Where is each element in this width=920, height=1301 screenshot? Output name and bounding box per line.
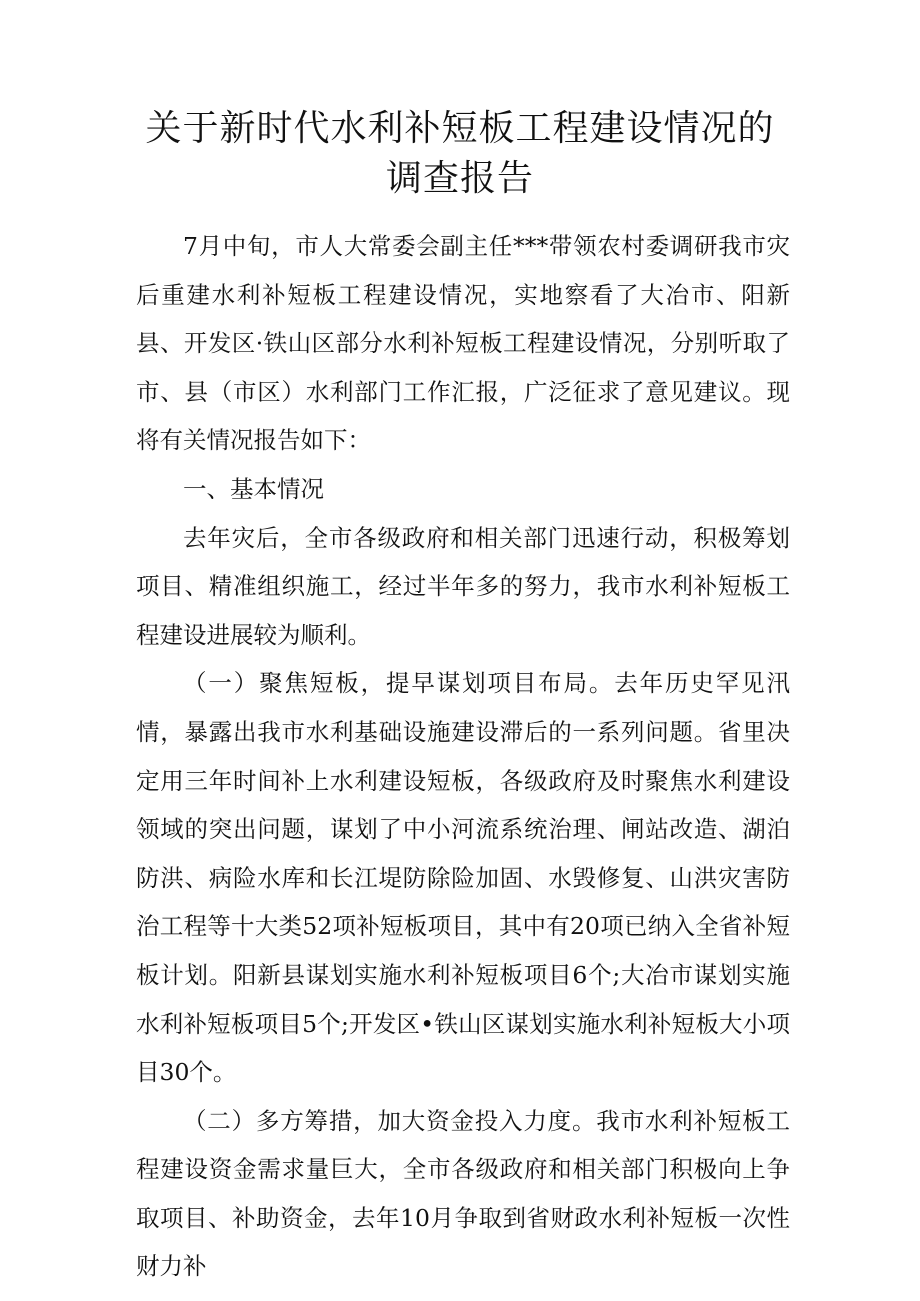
paragraph-overview: 去年灾后，全市各级政府和相关部门迅速行动，积极筹划项目、精准组织施工，经过半年多的努力，我市水利补短板工程建设进展较为顺利。 [136,523,790,649]
paragraph-point-2: （二）多方筹措，加大资金投入力度。我市水利补短板工程建设资金需求量巨大，全市各级政府和相关部门积极向上争取项目、补助资金，去年10月争取到省财政水利补短板一次性财力补 [136,1106,790,1281]
paragraph-point-1: （一）聚焦短板，提早谋划项目布局。去年历史罕见汛情，暴露出我市水利基础设施建设滞后的一系列问题。省里决定用三年时间补上水利建设短板，各级政府及时聚焦水利建设领域的突出问题，谋划了中小河流系统治理、闸站改造、湖泊防洪、病险水库和长江堤防除险加固、水毁修复、山洪灾害防治工程等十大类52项补短板项目，其中有20项已纳入全省补短板计划。阳新县谋划实施水利补短板项目6个;大冶市谋划实施水利补短板项目5个;开发区•铁山区谋划实施水利补短板大小项目30个。 [136,669,790,1087]
paragraph-intro: 7月中旬，市人大常委会副主任***带领农村委调研我市灾后重建水利补短板工程建设情况，实地察看了大冶市、阳新县、开发区·铁山区部分水利补短板工程建设情况，分别听取了市、县（市区）水利部门工作汇报，广泛征求了意见建议。现将有关情况报告如下： [136,232,790,455]
document-title: 关于新时代水利补短板工程建设情况的调查报告 [145,108,775,199]
document-body [136,222,790,1291]
section-heading-basic-situation: 一、基本情况 [183,474,324,503]
